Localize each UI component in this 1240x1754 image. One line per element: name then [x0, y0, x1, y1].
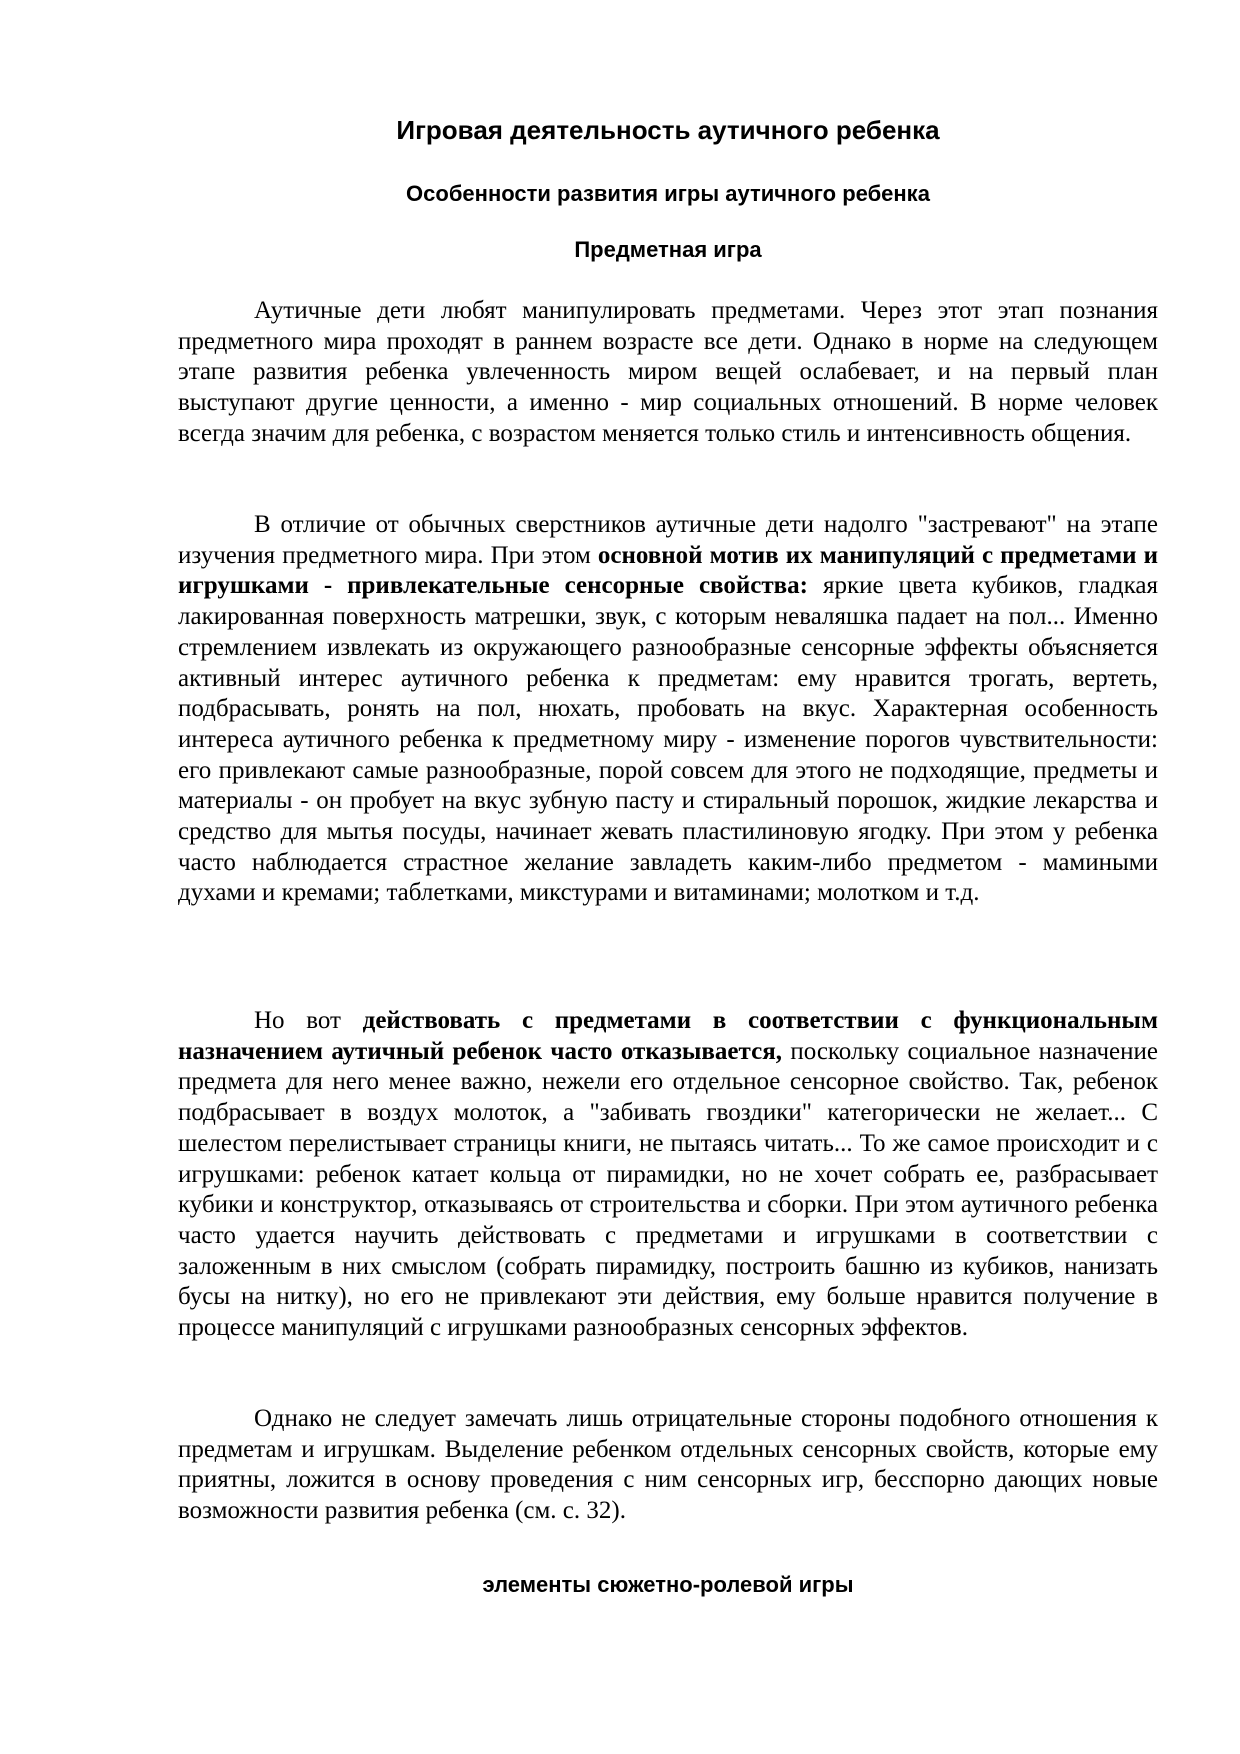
document-subtitle: Особенности развития игры аутичного ребенка — [406, 181, 930, 206]
paragraph-3 — [178, 1006, 1158, 1344]
next-section-heading: элементы сюжетно-ролевой игры — [482, 1572, 854, 1597]
paragraph-3-end: поскольку социальное назначение предмета для него менее важно, нежели его отдельное сенсорное свойство. Так, ребенок подбрасывает в воздух молоток, а "забивать гвоздики" категорически не желает... С шелестом перелистывает страницы книги, не пытаясь читать... То же самое происходит и с игрушками: ребенок катает кольца от пирамидки, но не хочет собрать ее, разбрасывает кубики и конструктор, отказываясь от строительства и сборки. При этом аутичного ребенка часто удается научить действовать с предметами и игрушками в соответствии с заложенным в них смыслом (собрать пирамидку, построить башню из кубиков, нанизать бусы на нитку), но его не привлекают эти действия, ему больше нравится получение в процессе манипуляций с игрушками разнообразных сенсорных эффектов. — [178, 1037, 1158, 1342]
paragraph-2-end: яркие цвета кубиков, гладкая лакированная поверхность матрешки, звук, с которым неваляшка падает на пол... Именно стремлением извлекать из окружающего разнообразные сенсорные эффекты объясняется активный интерес аутичного ребенка к предметам: ему нравится трогать, вертеть, подбрасывать, ронять на пол, нюхать, пробовать на вкус. Характерная особенность интереса аутичного ребенка к предметному миру - изменение порогов чувствительности: его привлекают самые разнообразные, порой совсем для этого не подходящие, предметы и материалы - он пробует на вкус зубную пасту и стиральный порошок, жидкие лекарства и средство для мытья посуды, начинает жевать пластилиновую ягодку. При этом у ребенка часто наблюдается страстное желание завладеть каким-либо предметом - мамиными духами и кремами; таблетками, микстурами и витаминами; молотком и т.д. — [178, 572, 1158, 907]
section-heading: Предметная игра — [574, 237, 762, 262]
paragraph-3-emphasis: действовать с предметами в соответствии с функциональным назначением аутичный ребенок часто отказывается, — [178, 1007, 1158, 1065]
document-title: Игровая деятельность аутичного ребенка — [396, 115, 940, 145]
paragraph-2-emphasis: основной мотив их манипуляций с предметами и игрушками - привлекательные сенсорные свойства: — [178, 541, 1158, 600]
paragraph-1: Аутичные дети любят манипулировать предметами. Через этот этап познания предметного мира проходят в раннем возрасте все дети. Однако в норме на следующем этапе развития ребенка увлеченность миром вещей ослабевает, и на первый план выступают другие ценности, а именно - мир социальных отношений. В норме человек всегда значим для ребенка, с возрастом меняется только стиль и интенсивность общения. — [178, 297, 1158, 447]
paragraph-2-start: В отличие от обычных сверстников аутичные дети надолго "застревают" на этапе изучения предметного мира. При этом — [178, 511, 1158, 569]
paragraph-3-start: Но вот — [254, 1007, 363, 1034]
paragraph-2 — [178, 510, 1158, 909]
paragraph-4: Однако не следует замечать лишь отрицательные стороны подобного отношения к предметам и игрушкам. Выделение ребенком отдельных сенсорных свойств, которые ему приятны, ложится в основу проведения с ним сенсорных игр, бесспорно дающих новые возможности развития ребенка (см. с. 32). — [178, 1405, 1158, 1525]
